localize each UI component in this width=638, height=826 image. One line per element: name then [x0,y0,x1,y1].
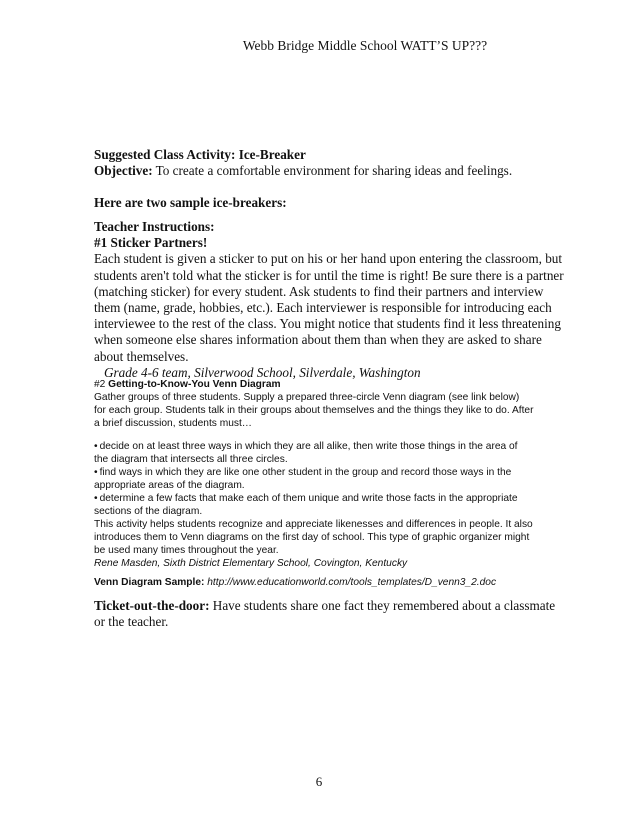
ticket-section [94,598,564,630]
venn-number: #2 [94,379,109,390]
sticker-title: #1 Sticker Partners! [94,235,208,251]
teacher-line: when someone else shares information about them than when they are asked to share [94,332,542,348]
ticket-line: or the teacher. [94,614,169,630]
venn-closing-line: This activity helps students recognize and appreciate likenesses and differences in people. It also [94,519,533,530]
venn-sample-label: Venn Diagram Sample: [94,577,205,588]
venn-line: a brief discussion, students must… [94,418,252,429]
bullet-item: • find ways in which they are like one other student in the group and record those ways in the [94,466,564,479]
venn-line: Gather groups of three students. Supply a prepared three-circle Venn diagram (see link below) [94,392,520,403]
intro-line: Here are two sample ice-breakers: [94,195,287,210]
teacher-line: Each student is given a sticker to put on his or her hand upon entering the classroom, but [94,251,563,267]
venn-line: for each group. Students talk in their groups about themselves and the things they like to do. After [94,405,534,416]
venn-bullets [94,440,564,570]
bullet-item: • decide on at least three ways in which they are all alike, then write those things in the area of [94,440,564,453]
venn-section [94,378,564,430]
teacher-section [94,219,564,381]
teacher-line: students aren't told what the sticker is for until the time is right! Be sure there is a partner [94,267,564,283]
activity-title: Suggested Class Activity: Ice-Breaker [94,147,306,162]
teacher-heading: Teacher Instructions: [94,219,215,234]
venn-title: Getting-to-Know-You Venn Diagram [108,379,281,390]
teacher-line: (matching sticker) for every student. Ask students to find their partners and interview [94,283,544,299]
page-number: 6 [315,774,323,789]
venn-sample-link[interactable]: http://www.educationworld.com/tools_templates/D_venn3_2.doc [204,577,497,588]
ticket-label: Ticket-out-the-door: [94,598,210,613]
page-header: Webb Bridge Middle School WATT’S UP??? [242,38,488,53]
bullet-item: • determine a few facts that make each of them unique and write those facts in the appropriate [94,492,564,505]
bullet-item-cont: appropriate areas of the diagram. [94,480,245,491]
teacher-credit: Grade 4-6 team, Silverwood School, Silverdale, Washington [104,364,421,380]
teacher-line: them (name, grade, hobbies, etc.). Each interviewer is responsible for introducing each [94,300,552,316]
bullet-item-cont: the diagram that intersects all three circles. [94,454,288,465]
bullet-item-cont: sections of the diagram. [94,506,203,517]
teacher-line: interviewee to the rest of the class. You might notice that students find it less threatening [94,316,561,332]
ticket-line: Ticket-out-the-door: Have students share one fact they remembered about a classmate [94,598,556,613]
venn-heading [94,378,564,391]
activity-section [94,147,564,179]
objective-line [94,163,564,179]
objective-text: To create a comfortable environment for sharing ideas and feelings. [152,163,513,179]
objective-label: Objective: [94,163,153,179]
venn-credit: Rene Masden, Sixth District Elementary School, Covington, Kentucky [94,558,408,569]
venn-closing-line: introduces them to Venn diagrams on the first day of school. This type of graphic organizer might [94,532,530,543]
teacher-line: about themselves. [94,348,189,364]
venn-sample-line [94,576,564,589]
venn-closing-line: be used many times throughout the year. [94,545,279,556]
